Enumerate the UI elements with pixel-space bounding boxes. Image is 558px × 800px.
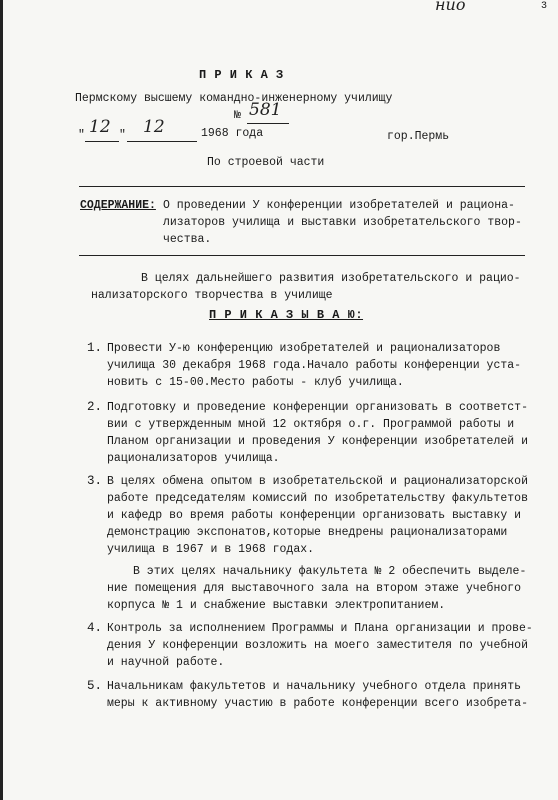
item-2-line-2: вии с утвержденным мной 12 октября о.г. Программой работы и	[107, 418, 515, 431]
corner-page-number: 3	[541, 1, 548, 12]
item-3b-line-3: корпуса № 1 и снабжение выставки электропитанием.	[107, 599, 446, 612]
item-5-number: 5.	[87, 679, 103, 693]
addressee: Пермскому высшему командно-инженерному училищу	[75, 92, 393, 105]
city: гор.Пермь	[387, 130, 450, 143]
subject-label: СОДЕРЖАНИЕ:	[80, 199, 156, 212]
item-3-line-3: и кафедр во время работы конференции организовать выставку и	[107, 509, 522, 522]
subject-line-1: О проведении У конференции изобретателей и рациона-	[163, 199, 515, 212]
item-3-number: 3.	[87, 474, 103, 488]
date-quote-close: "	[119, 129, 126, 142]
item-1-line-3: новить с 15-00.Место работы - клуб училища.	[107, 376, 404, 389]
item-4-line-2: дения У конференции возложить на моего заместителя по учебной	[107, 639, 528, 652]
day-underline	[85, 141, 119, 142]
item-2-line-4: рационализаторов училища.	[107, 452, 280, 465]
item-3-line-1: В целях обмена опытом в изобретательской и рационализаторской	[107, 475, 528, 488]
subject-line-2: лизаторов училища и выставки изобретательского твор-	[163, 216, 522, 229]
item-3b-line-2: ние помещения для выставочного зала на втором этаже учебного	[107, 582, 522, 595]
subject-top-rule	[79, 186, 525, 187]
item-2-line-3: Планом организации и проведения У конференции изобретателей и	[107, 435, 528, 448]
item-2-line-1: Подготовку и проведение конференции организовать в соответст-	[107, 401, 528, 414]
preamble-line-2: нализаторского творчества в училище	[91, 289, 333, 302]
preamble-line-1: В целях дальнейшего развития изобретательского и рацио-	[141, 272, 521, 285]
item-1-number: 1.	[87, 341, 103, 355]
item-4-number: 4.	[87, 621, 103, 635]
item-4-line-1: Контроль за исполнением Программы и Плана организации и прове-	[107, 622, 533, 635]
date-month: 12	[143, 117, 165, 137]
order-number: 581	[249, 100, 282, 120]
item-5-line-2: меры к активному участию в работе конференции всего изобрета-	[107, 697, 528, 710]
item-5-line-1: Начальникам факультетов и начальнику учебного отдела принять	[107, 680, 522, 693]
item-2-number: 2.	[87, 400, 103, 414]
number-underline	[247, 123, 289, 124]
number-sign: №	[234, 109, 241, 122]
document-title: П Р И К А З	[199, 68, 284, 82]
date-day: 12	[89, 117, 111, 137]
order-word: П Р И К А З Ы В А Ю:	[209, 308, 364, 322]
item-3-line-4: демонстрацию экспонатов,которые внедрены рационализаторами	[107, 526, 508, 539]
date-year: 1968 года	[201, 127, 264, 140]
item-1-line-1: Провести У-ю конференцию изобретателей и рационализаторов	[107, 342, 501, 355]
subject-line-3: чества.	[163, 233, 212, 246]
item-3b-line-1: В этих целях начальнику факультета № 2 обеспечить выделе-	[133, 565, 527, 578]
corner-handwritten-note: нио	[435, 0, 466, 14]
item-3-line-2: работе председателям комиссий по изобретательству факультетов	[107, 492, 528, 505]
month-underline	[127, 141, 197, 142]
item-3-line-5: училища в 1967 и в 1968 годах.	[107, 543, 315, 556]
item-1-line-2: училища 30 декабря 1968 года.Начало работы конференции уста-	[107, 359, 522, 372]
item-4-line-3: и научной работе.	[107, 656, 225, 669]
section-title: По строевой части	[207, 156, 325, 169]
subject-bottom-rule	[79, 255, 525, 256]
date-quote-open: "	[78, 129, 85, 142]
